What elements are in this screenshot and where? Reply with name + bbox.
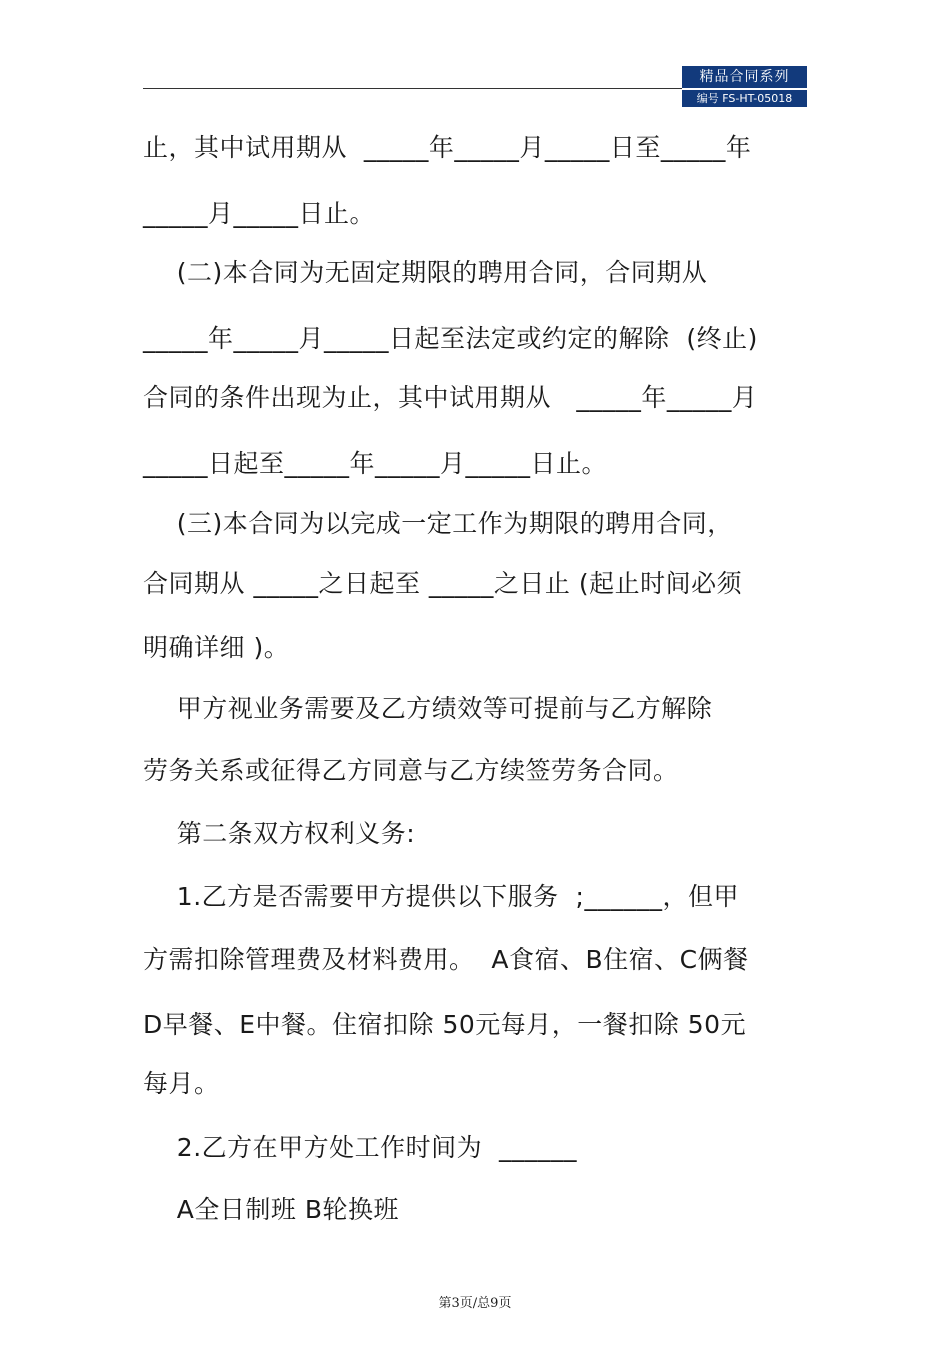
- text-line: 明确详细 )。: [143, 633, 290, 662]
- badge-code: 编号 FS-HT-05018: [682, 90, 807, 107]
- text-line: A全日制班 B轮换班: [143, 1195, 399, 1224]
- text-line: 止，其中试用期从 _____年_____月_____日至_____年: [143, 133, 752, 162]
- page-indicator: 第3页/总9页: [438, 1296, 512, 1311]
- text-line: _____年_____月_____日起至法定或约定的解除 (终止): [143, 324, 758, 353]
- text-line: 合同的条件出现为止，其中试用期从 _____年_____月: [143, 383, 758, 412]
- section-heading: 第二条双方权利义务:: [143, 819, 416, 848]
- text-line: 每月。: [143, 1069, 220, 1098]
- text-line: 甲方视业务需要及乙方绩效等可提前与乙方解除: [143, 694, 713, 723]
- text-line: 1.乙方是否需要甲方提供以下服务 ;______，但甲: [143, 882, 739, 911]
- text-line: (二)本合同为无固定期限的聘用合同，合同期从: [143, 258, 708, 287]
- text-line: 劳务关系或征得乙方同意与乙方续签劳务合同。: [143, 756, 679, 785]
- text-line: 2.乙方在甲方处工作时间为 ______: [143, 1133, 578, 1162]
- text-line: _____日起至_____年_____月_____日止。: [143, 449, 608, 478]
- text-line: 方需扣除管理费及材料费用。 A食宿、B住宿、C俩餐: [143, 945, 749, 974]
- text-line: _____月_____日止。: [143, 199, 376, 228]
- badge-title: 精品合同系列: [682, 66, 807, 88]
- text-line: (三)本合同为以完成一定工作为期限的聘用合同，: [143, 509, 733, 538]
- text-line: D早餐、E中餐。住宿扣除 50元每月，一餐扣除 50元: [143, 1010, 747, 1039]
- series-badge: [682, 66, 807, 107]
- text-line: 合同期从 _____之日起至 _____之日止 (起止时间必须: [143, 569, 743, 598]
